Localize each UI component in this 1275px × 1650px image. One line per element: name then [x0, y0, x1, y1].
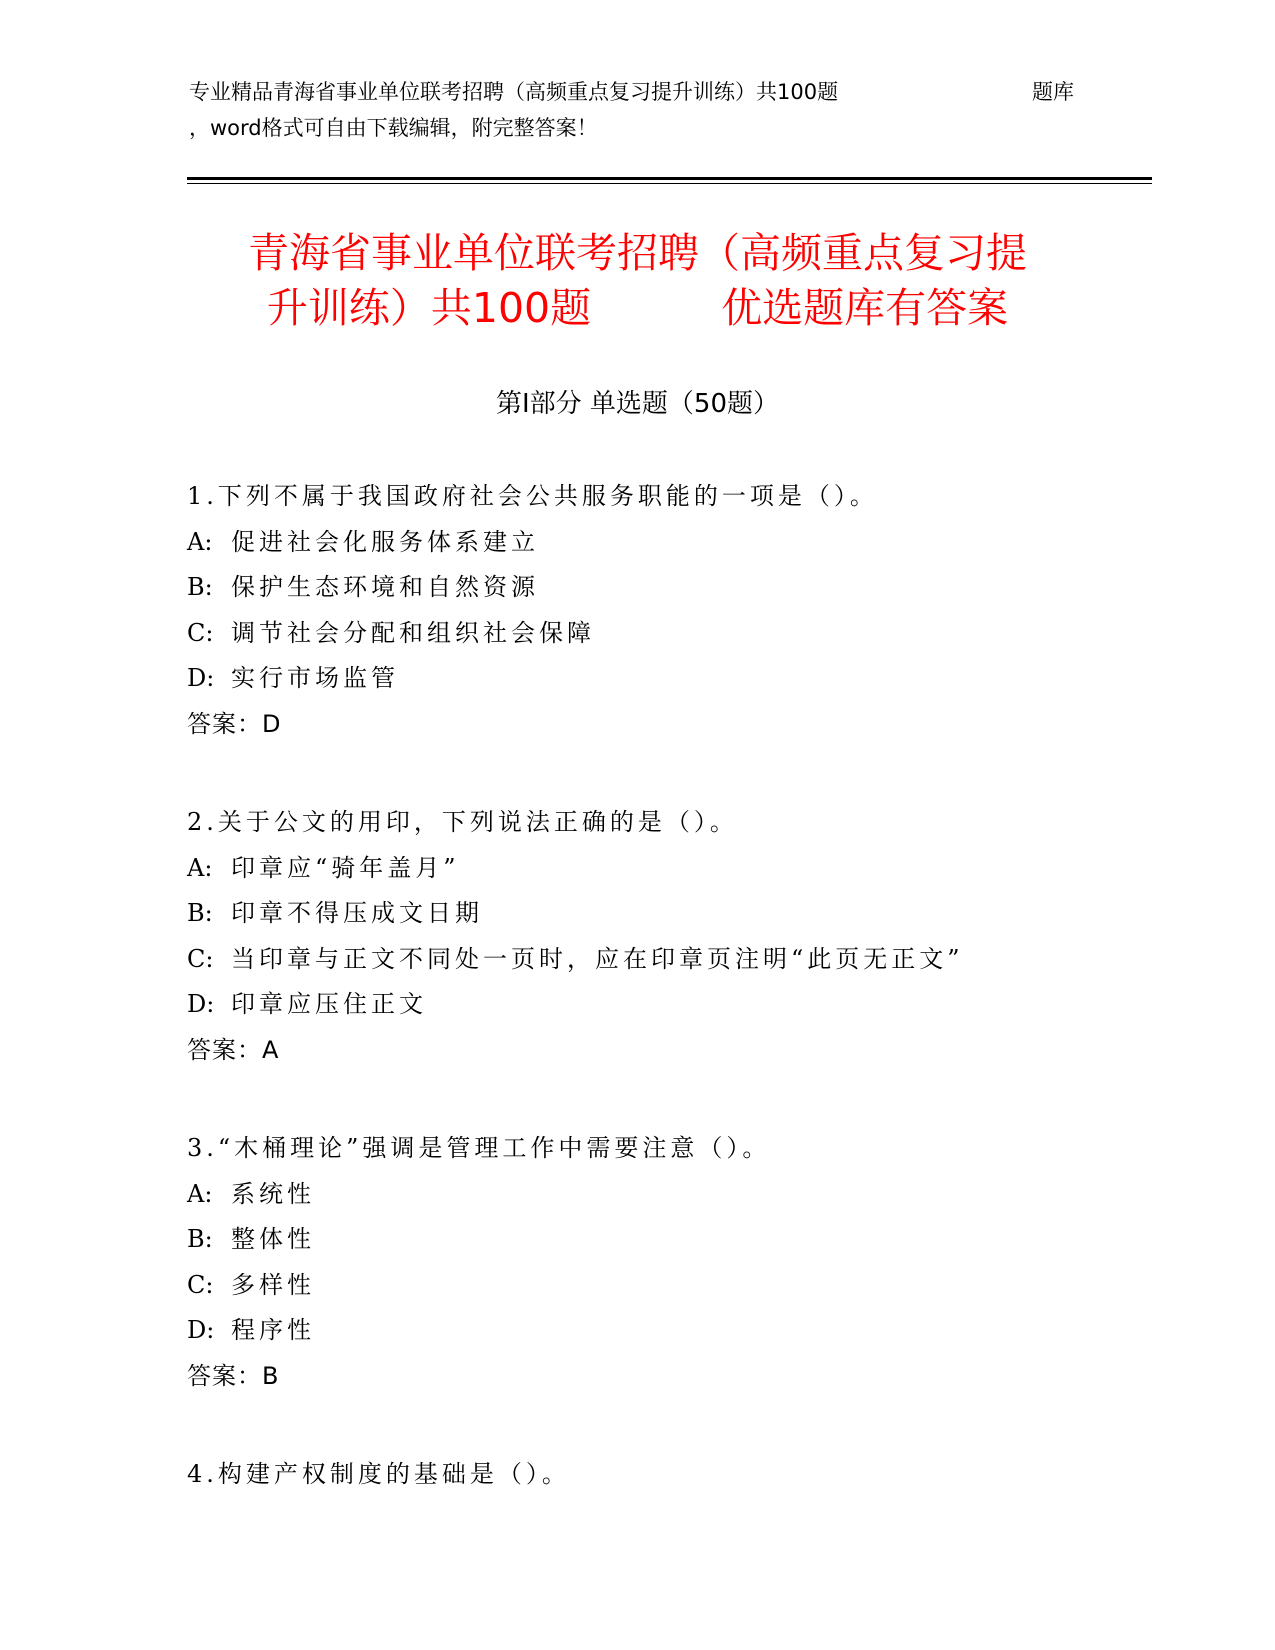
page-header: [189, 74, 1089, 146]
header-line-1: [189, 74, 1089, 110]
title-line-2-right: 优选题库有答案: [721, 284, 1009, 332]
option-label: C:: [187, 618, 214, 647]
option-b: [187, 891, 1147, 937]
option-label: C:: [187, 944, 214, 973]
option-a: [187, 846, 1147, 892]
option-label: C:: [187, 1270, 214, 1299]
question-stem: 3.“木桶理论”强调是管理工作中需要注意（）。: [187, 1134, 771, 1162]
header-line-2: ，word格式可自由下载编辑，附完整答案！: [189, 116, 598, 140]
option-text: 印章应“骑年盖月”: [231, 853, 460, 882]
option-text: 整体性: [231, 1225, 315, 1253]
option-label: A:: [187, 527, 213, 556]
option-label: D:: [187, 1316, 215, 1344]
option-a: [187, 520, 1147, 566]
option-a: [187, 1172, 1147, 1218]
option-b: [187, 1217, 1147, 1263]
option-b: [187, 565, 1147, 611]
option-label: A:: [187, 853, 213, 882]
answer: 答案：B: [187, 1361, 280, 1390]
option-text: 促进社会化服务体系建立: [231, 527, 539, 556]
option-text: 印章不得压成文日期: [231, 899, 483, 927]
option-label: B:: [187, 899, 213, 927]
option-label: B:: [187, 573, 213, 601]
answer: 答案：D: [187, 709, 282, 738]
option-text: 调节社会分配和组织社会保障: [231, 618, 595, 647]
option-text: 系统性: [231, 1179, 315, 1208]
option-d: [187, 1308, 1147, 1354]
question-stem: 4.构建产权制度的基础是（）。: [187, 1460, 570, 1488]
answer: 答案：A: [187, 1035, 280, 1064]
option-label: B:: [187, 1225, 213, 1253]
option-label: A:: [187, 1179, 213, 1208]
option-d: [187, 656, 1147, 702]
title-line-2: [160, 281, 1115, 336]
question-2: [187, 800, 1147, 1073]
option-d: [187, 982, 1147, 1028]
option-c: [187, 1263, 1147, 1309]
header-right-text: 题库: [1032, 80, 1074, 104]
question-list: [187, 474, 1147, 1551]
question-3: [187, 1126, 1147, 1399]
option-c: [187, 937, 1147, 983]
document-title: [160, 226, 1115, 336]
option-text: 实行市场监管: [231, 664, 399, 692]
option-label: D:: [187, 990, 215, 1018]
option-c: [187, 611, 1147, 657]
section-title: 第Ⅰ部分 单选题（50题）: [495, 389, 780, 419]
title-line-2-left: 升训练）共100题: [266, 284, 592, 332]
question-1: [187, 474, 1147, 747]
question-stem: 1.下列不属于我国政府社会公共服务职能的一项是（）。: [187, 482, 878, 510]
option-text: 印章应压住正文: [231, 990, 427, 1018]
header-text: 专业精品青海省事业单位联考招聘（高频重点复习提升训练）共100题: [189, 80, 839, 104]
option-text: 多样性: [231, 1270, 315, 1299]
option-text: 当印章与正文不同处一页时，应在印章页注明“此页无正文”: [231, 944, 964, 973]
option-text: 保护生态环境和自然资源: [231, 573, 539, 601]
question-stem: 2.关于公文的用印，下列说法正确的是（）。: [187, 808, 738, 836]
option-label: D:: [187, 664, 215, 692]
question-4: [187, 1452, 1147, 1498]
option-text: 程序性: [231, 1316, 315, 1344]
title-line-1: 青海省事业单位联考招聘（高频重点复习提: [248, 229, 1027, 277]
header-divider-thick: [187, 177, 1152, 180]
header-divider-thin: [187, 183, 1152, 184]
